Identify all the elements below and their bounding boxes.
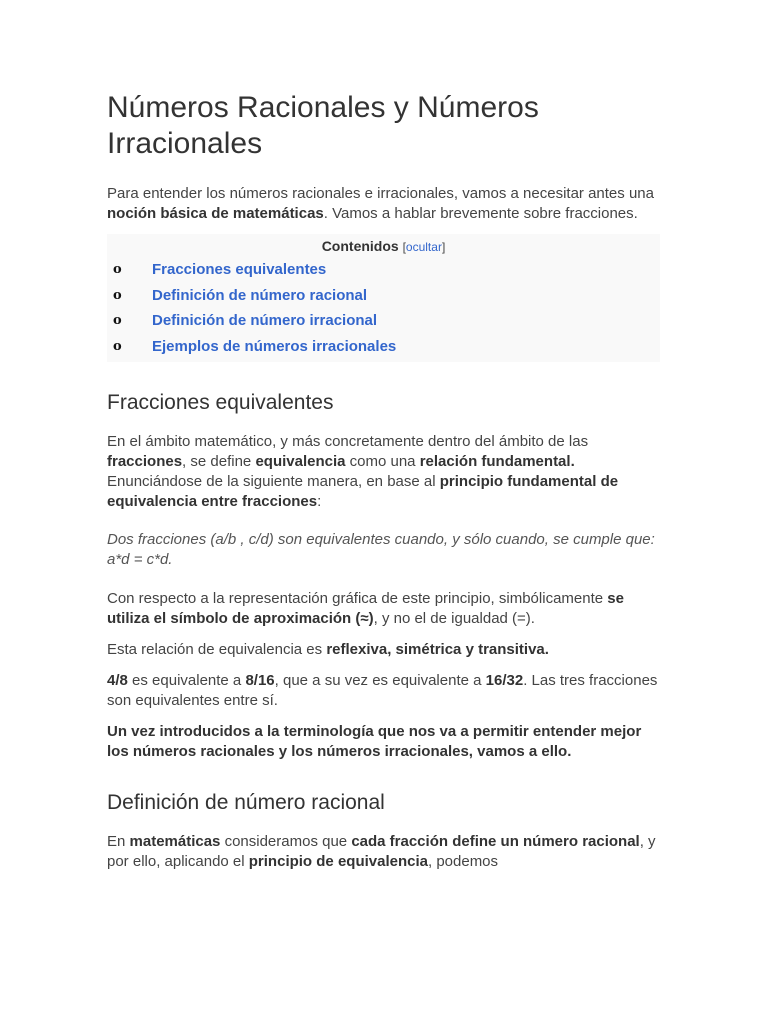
table-of-contents (107, 234, 660, 362)
toc-item (107, 257, 660, 283)
toc-hide-link[interactable]: ocultar (405, 240, 442, 254)
paragraph-transicion (107, 722, 662, 762)
toc-link-ejemplos-irracionales[interactable]: Ejemplos de números irracionales (152, 337, 397, 355)
paragraph-racional (107, 832, 662, 872)
text: consideramos que (220, 833, 352, 850)
toc-item (107, 334, 660, 360)
text: como una (345, 453, 420, 470)
bullet-icon (113, 257, 122, 282)
page-title: Números Racionales y Números Irracionales (107, 91, 539, 160)
intro-paragraph (107, 184, 662, 224)
toc-bracket: ] (441, 240, 446, 254)
bold-text: cada fracción define un número racional (351, 833, 640, 850)
paragraph-ejemplo (107, 671, 662, 711)
bold-text: 8/16 (245, 672, 275, 689)
toc-item (107, 283, 660, 309)
bold-text: reflexiva, simétrica y transitiva. (326, 641, 549, 658)
paragraph-definicion-equivalencia (107, 432, 662, 512)
bold-text: se utiliza el símbolo de aproximación (≈) (107, 590, 624, 627)
text: , que a su vez es equivalente a (274, 672, 486, 689)
bold-text: principio fundamental de equivalencia entre fracciones (107, 473, 619, 510)
text: es equivalente a (127, 672, 246, 689)
text: En (107, 833, 130, 850)
toc-item (107, 308, 660, 334)
text: Esta relación de equivalencia es (107, 641, 327, 658)
bullet-icon (113, 308, 122, 333)
bold-text: principio de equivalencia (248, 853, 428, 870)
article (107, 90, 662, 872)
text: , y por ello, aplicando el (107, 833, 656, 870)
quote-paragraph: Dos fracciones (a/b , c/d) son equivalentes cuando, y sólo cuando, se cumple que: a*d = c*d. (107, 531, 655, 568)
toc-header (107, 234, 660, 257)
text: : (317, 493, 322, 510)
text: Enunciándose de la siguiente manera, en base al (107, 473, 440, 490)
bold-text: equivalencia (255, 453, 346, 470)
text: , y no el de igualdad (=). (373, 610, 535, 627)
bold-text: 16/32 (485, 672, 524, 689)
bold-text: noción básica de matemáticas (107, 205, 324, 222)
bold-text: 4/8 (107, 672, 128, 689)
paragraph-representacion (107, 589, 662, 629)
text: Para entender los números racionales e irracionales, vamos a necesitar antes una (107, 185, 654, 202)
text: , podemos (427, 853, 499, 870)
bold-text: fracciones (107, 453, 183, 470)
text: Con respecto a la representación gráfica de este principio, simbólicamente (107, 590, 608, 607)
toc-bracket: [ (402, 240, 406, 254)
bullet-icon (113, 334, 122, 359)
paragraph-propiedades (107, 640, 662, 660)
bullet-icon (113, 283, 122, 308)
toc-title: Contenidos (321, 238, 399, 254)
toc-list (107, 257, 660, 362)
text: En el ámbito matemático, y más concretamente dentro del ámbito de las (107, 433, 589, 450)
toc-link-definicion-racional[interactable]: Definición de número racional (152, 286, 368, 304)
section-heading-fracciones: Fracciones equivalentes (107, 391, 334, 414)
toc-link-definicion-irracional[interactable]: Definición de número irracional (152, 312, 378, 329)
text: . Las tres fracciones son equivalentes entre sí. (107, 672, 658, 709)
toc-link-fracciones-equivalentes[interactable]: Fracciones equivalentes (152, 261, 327, 278)
bold-text: Un vez introducidos a la terminología que nos va a permitir entender mejor los números racionales y los números irracionales, vamos a ello. (107, 723, 642, 760)
section-heading-racional: Definición de número racional (107, 791, 385, 814)
text: . Vamos a hablar brevemente sobre fracciones. (323, 205, 638, 222)
bold-text: relación fundamental. (419, 453, 575, 470)
bold-text: matemáticas (129, 833, 221, 850)
text: , se define (182, 453, 256, 470)
